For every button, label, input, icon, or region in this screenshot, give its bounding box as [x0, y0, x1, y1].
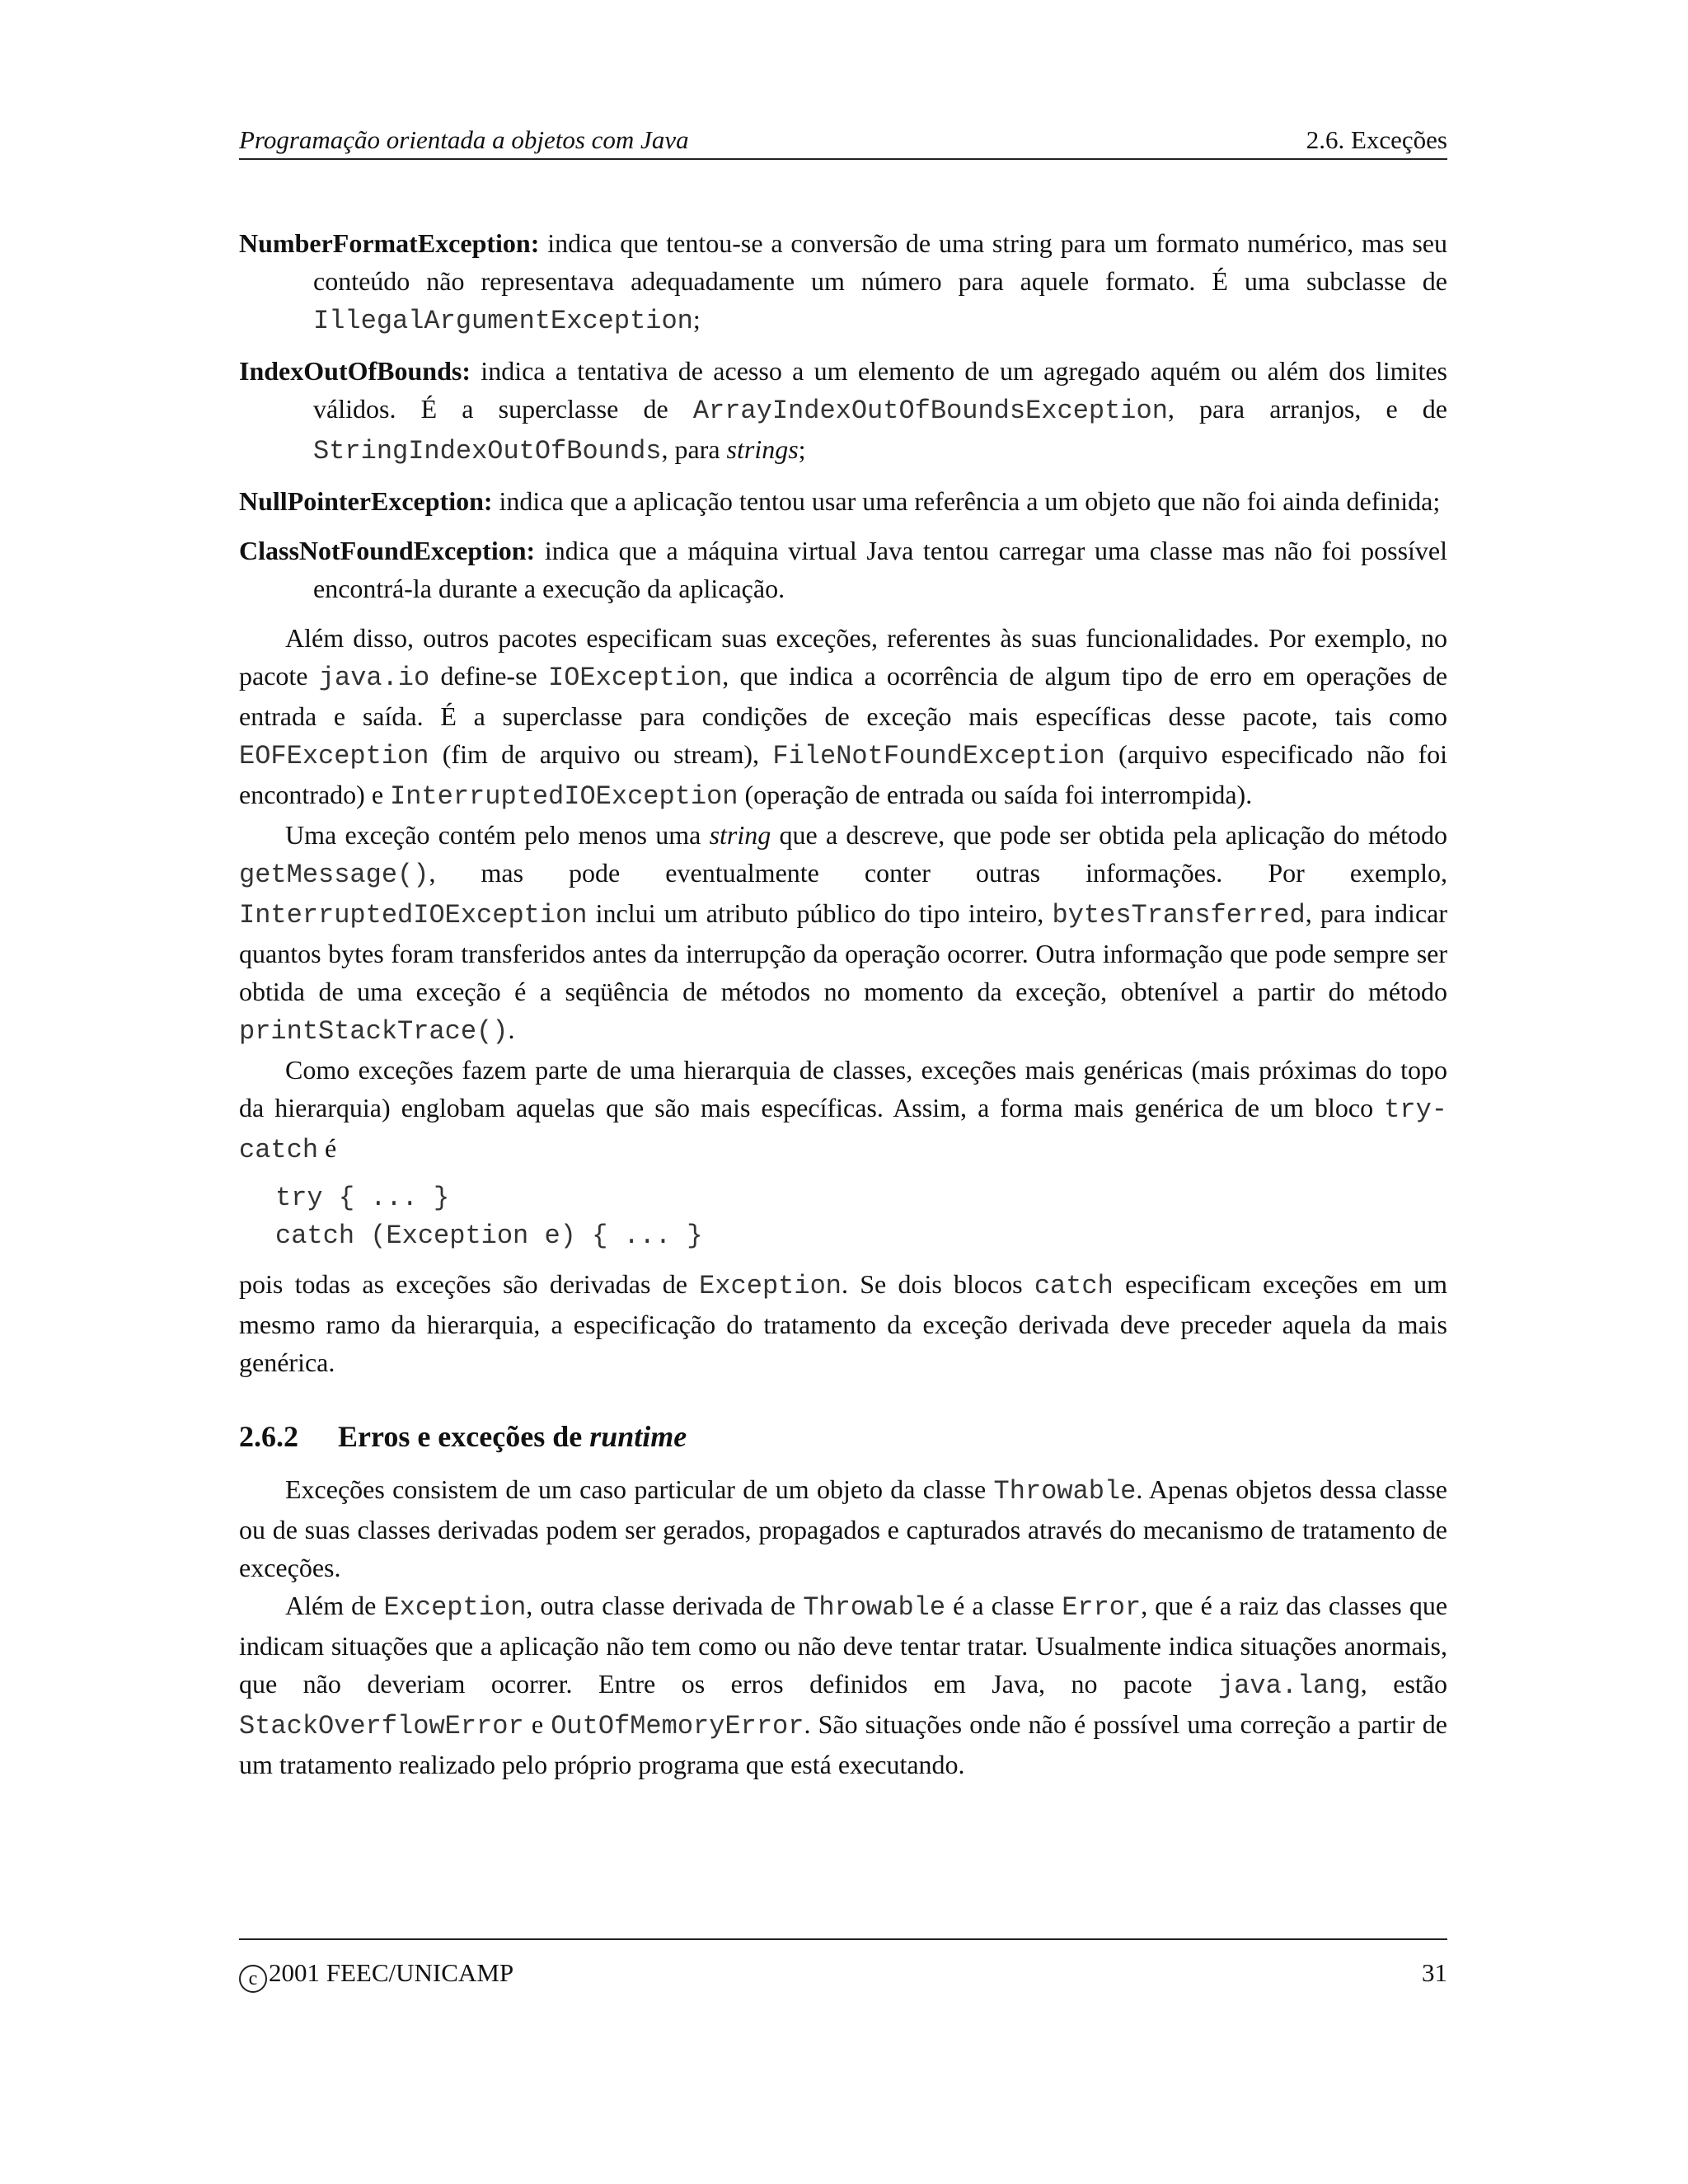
inline-code: java.lang: [1217, 1671, 1361, 1701]
inline-code: StackOverflowError: [239, 1711, 524, 1741]
definition-term: IndexOutOfBounds:: [239, 356, 471, 386]
definition-text: , para: [661, 434, 727, 464]
inline-code: Throwable: [803, 1592, 946, 1623]
code-line: catch (Exception e) { ... }: [275, 1221, 703, 1251]
paragraph: Como exceções fazem parte de uma hierarquia de classes, exceções mais genéricas (mais próximas do topo da hierarquia) englobam aquelas que são mais específicas. Assim, a forma mais genérica de um bloco try-catch é: [239, 1055, 1447, 1165]
inline-code: bytesTransferred: [1052, 900, 1306, 930]
inline-code: try-catch: [239, 1094, 1447, 1165]
page-number: 31: [1422, 1958, 1447, 1987]
section-heading: [239, 1416, 1447, 1457]
copyright-icon: c: [239, 1965, 267, 1993]
inline-code: OutOfMemoryError: [551, 1711, 804, 1741]
section-reference: 2.6. Exceções: [1306, 125, 1447, 154]
definition-text: , para arranjos, e de: [1167, 394, 1447, 424]
paragraph: Além disso, outros pacotes especificam suas exceções, referentes às suas funcionalidades. Por exemplo, no pacote java.io define-se IOException, que indica a ocorrência de algum tipo de erro em operações de entrada e saída. É a superclasse para condições de exceção mais específicas desse pacote, tais como EOFException (fim de arquivo ou stream), FileNotFoundException (arquivo especificado não foi encontrado) e InterruptedIOException (operação de entrada ou saída foi interrompida).: [239, 623, 1448, 812]
code-line: try { ... }: [275, 1183, 450, 1213]
book-title: Programação orientada a objetos com Java: [239, 125, 689, 154]
inline-code: Exception: [699, 1271, 842, 1301]
running-header: [239, 124, 1447, 160]
copyright-notice: [239, 1958, 513, 1993]
inline-code: Error: [1062, 1592, 1142, 1623]
section-number: 2.6.2: [239, 1420, 298, 1453]
paragraph: Além de Exception, outra classe derivada de Throwable é a classe Error, que é a raiz das classes que indicam situações que a aplicação não tem como ou não deve tentar tratar. Usualmente indica situações anormais, que não deveriam ocorrer. Entre os erros definidos em Java, no pacote java.lang, estão StackOverflowError e OutOfMemoryError. São situações onde não é possível uma correção a partir de um tratamento realizado pelo próprio programa que está executando.: [239, 1591, 1448, 1779]
inline-code: IllegalArgumentException: [313, 306, 693, 336]
definition-term: ClassNotFoundException:: [239, 536, 536, 565]
paragraph: pois todas as exceções são derivadas de Exception. Se dois blocos catch especificam exceções em um mesmo ramo da hierarquia, a especificação do tratamento da exceção derivada deve preceder aquela da mais genérica.: [239, 1269, 1448, 1377]
inline-code: InterruptedIOException: [239, 900, 588, 930]
inline-code: StringIndexOutOfBounds: [313, 436, 662, 466]
definition-text: indica que a aplicação tentou usar uma referência a um objeto que não foi ainda definida;: [499, 486, 1441, 516]
code-block: [275, 1179, 1447, 1255]
exception-definition-list: [239, 224, 1447, 607]
definition-text: ;: [692, 304, 701, 334]
definition-item: [239, 532, 1447, 607]
inline-code: FileNotFoundException: [772, 741, 1105, 771]
inline-code: Throwable: [993, 1476, 1137, 1507]
definition-term: NumberFormatException:: [239, 228, 540, 258]
inline-code: getMessage(): [239, 860, 429, 890]
definition-text: indica que a máquina virtual Java tentou carregar uma classe mas não foi possível encontrá-la durante a execução da aplicação.: [313, 536, 1448, 603]
paragraph: Uma exceção contém pelo menos uma string que a descreve, que pode ser obtida pela aplicação do método getMessage(), mas pode eventualmente conter outras informações. Por exemplo, InterruptedIOException inclui um atributo público do tipo inteiro, bytesTransferred, para indicar quantos bytes foram transferidos antes da interrupção da operação ocorrer. Outra informação que pode sempre ser obtida de uma exceção é a seqüência de métodos no momento da exceção, obtenível a partir do método printStackTrace().: [239, 820, 1448, 1047]
inline-code: InterruptedIOException: [390, 781, 738, 812]
definition-text: ;: [798, 434, 806, 464]
inline-code: Exception: [383, 1592, 527, 1623]
paragraph: Exceções consistem de um caso particular de um objeto da classe Throwable. Apenas objetos dessa classe ou de suas classes derivadas podem ser gerados, propagados e capturados através do mecanismo de tratamento de exceções.: [239, 1474, 1448, 1582]
body-text: [239, 224, 1447, 1783]
section-title-emphasis: runtime: [589, 1420, 687, 1453]
emphasis: string: [709, 820, 771, 850]
section-title: Erros e exceções de: [338, 1420, 590, 1453]
inline-code: EOFException: [239, 741, 429, 771]
inline-code: ArrayIndexOutOfBoundsException: [692, 396, 1168, 426]
definition-item: [239, 482, 1447, 520]
definition-term: NullPointerException:: [239, 486, 493, 516]
running-footer: [239, 1938, 1447, 1993]
emphasis: strings: [726, 434, 799, 464]
inline-code: catch: [1034, 1271, 1114, 1301]
inline-code: printStackTrace(): [239, 1016, 509, 1047]
inline-code: java.io: [318, 663, 430, 693]
definition-item: [239, 352, 1447, 471]
definition-item: [239, 224, 1447, 340]
copyright-text: 2001 FEEC/UNICAMP: [269, 1958, 514, 1987]
definition-text: indica a tentativa de acesso a um elemento de um agregado aquém ou além dos limites válidos. É a superclasse de: [313, 356, 1448, 424]
definition-text: indica que tentou-se a conversão de uma string para um formato numérico, mas seu conteúdo não representava adequadamente um número para aquele formato. É uma subclasse de: [313, 228, 1448, 296]
inline-code: IOException: [548, 663, 723, 693]
